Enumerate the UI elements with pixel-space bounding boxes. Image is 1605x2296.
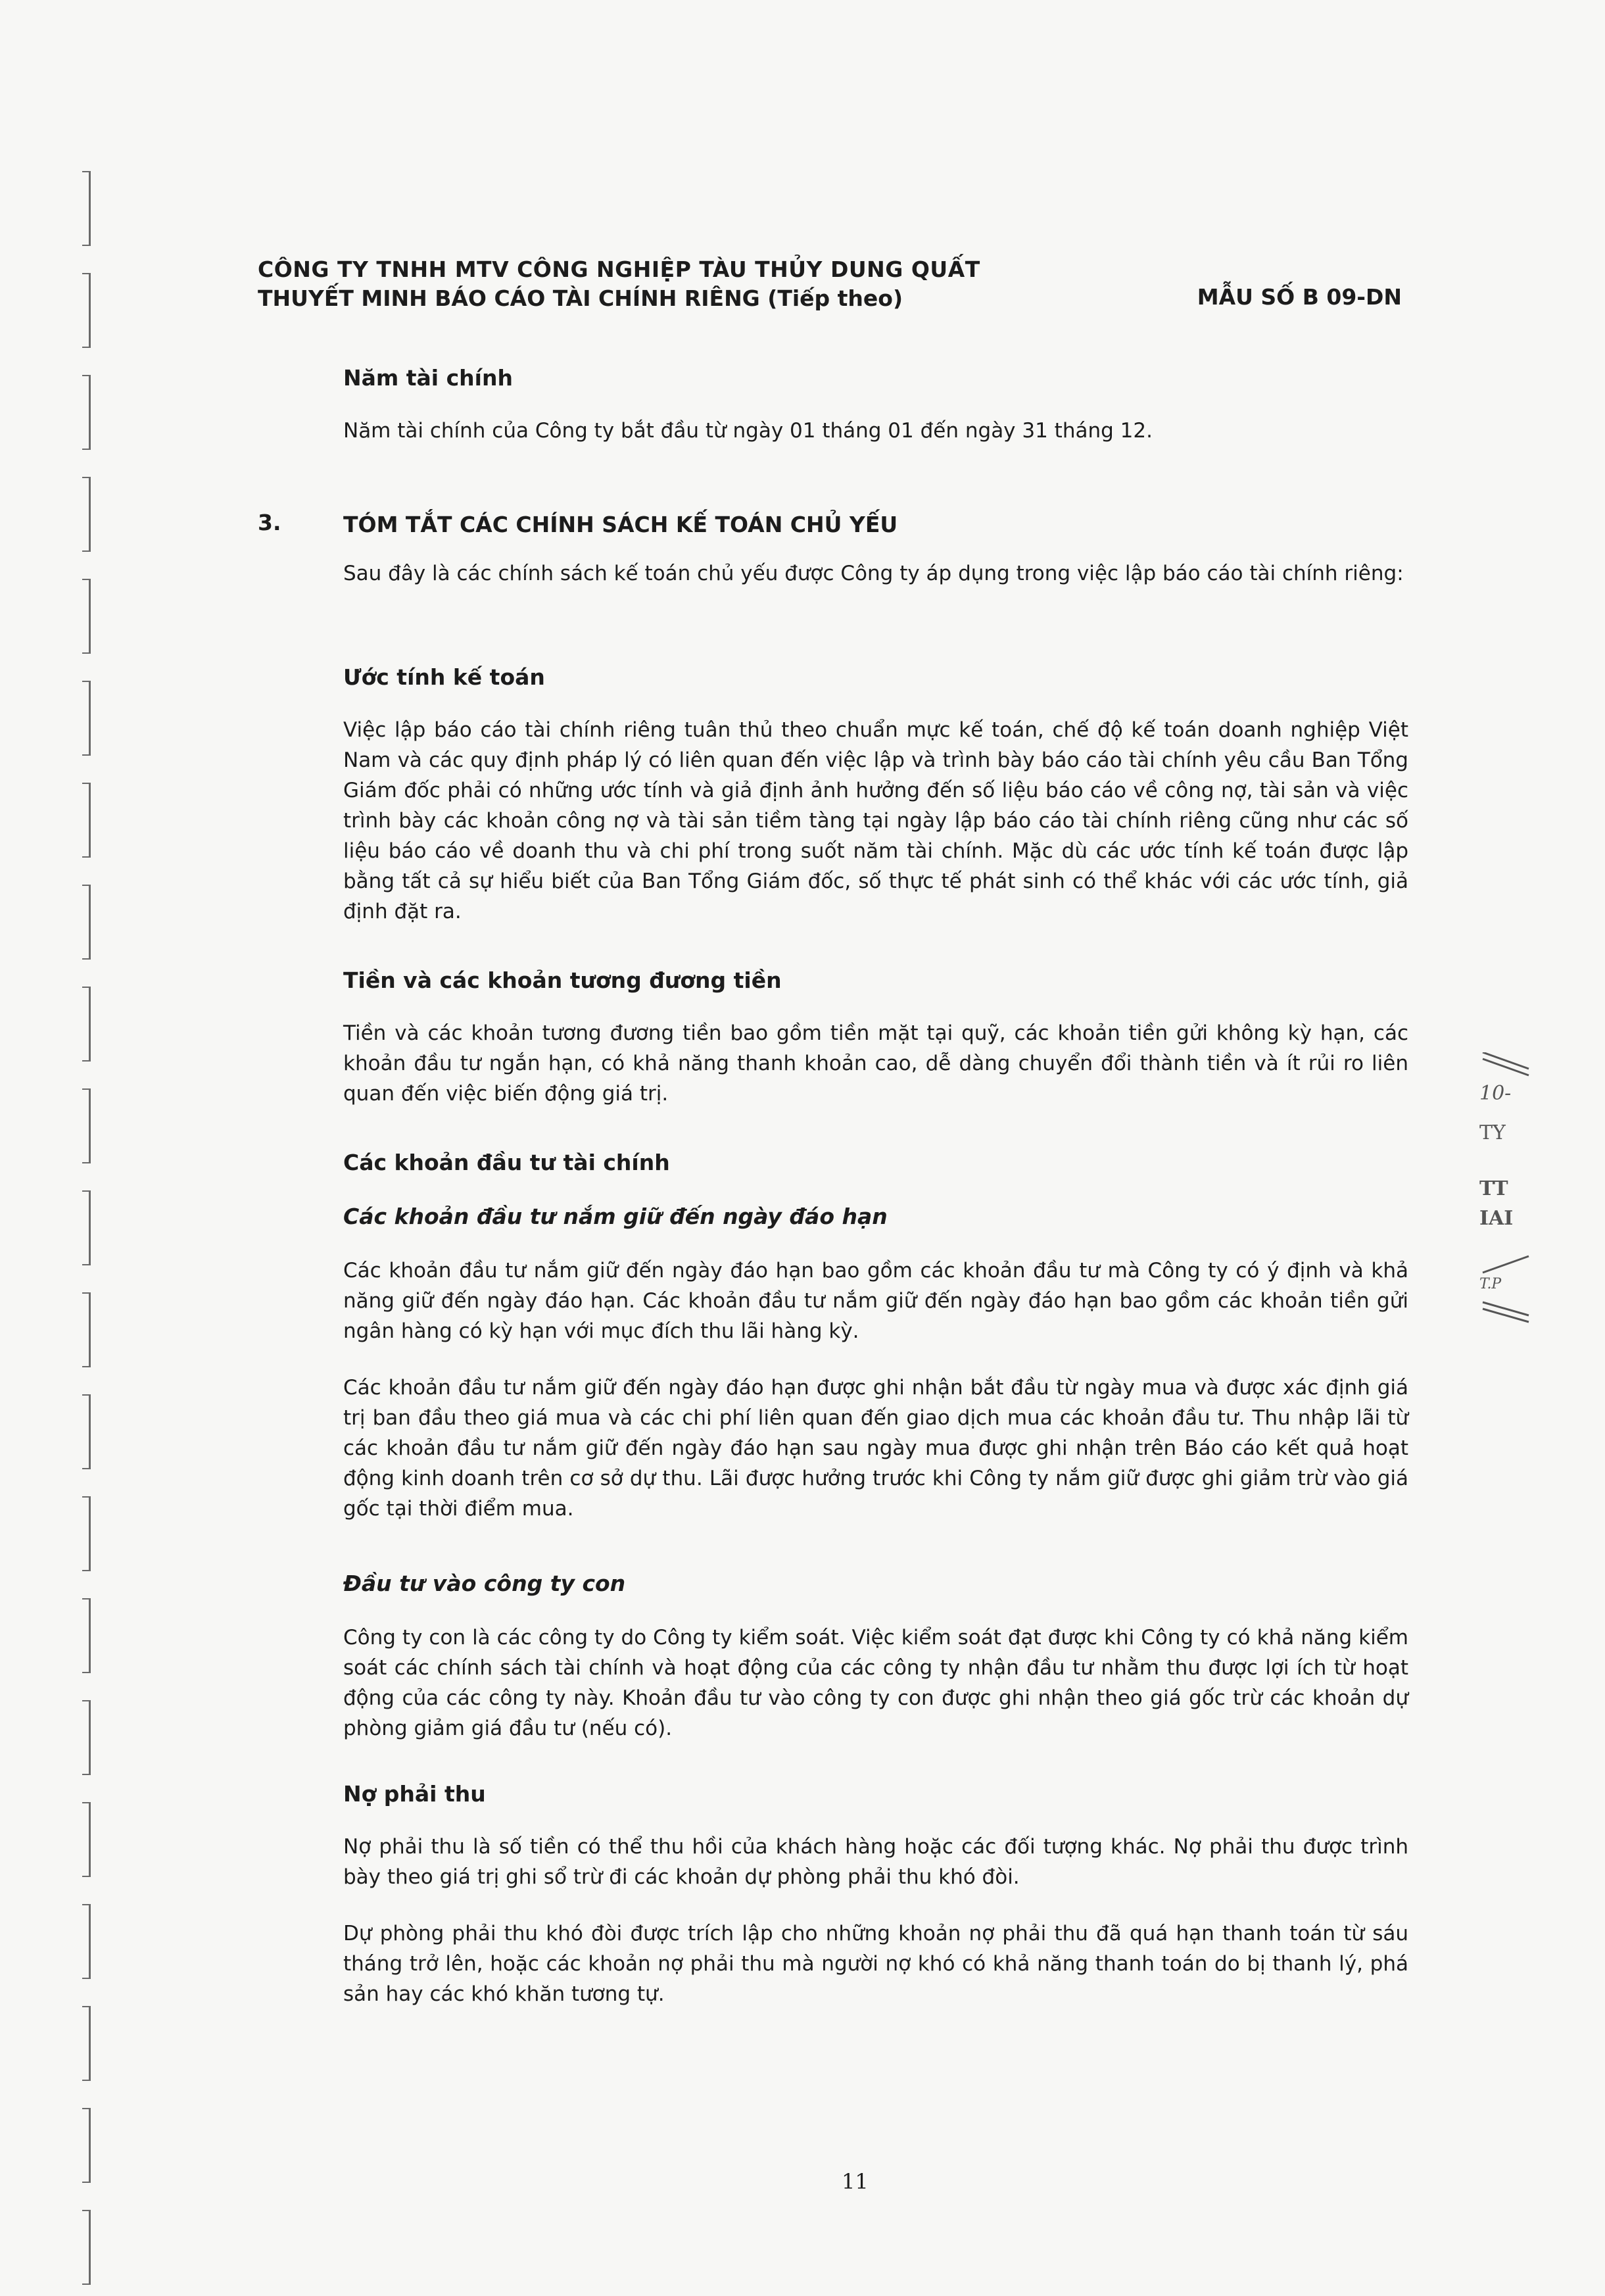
fiscal-year-text: Năm tài chính của Công ty bắt đầu từ ngày 01 tháng 01 đến ngày 31 tháng 12. (343, 419, 1153, 443)
document-subtitle: THUYẾT MINH BÁO CÁO TÀI CHÍNH RIÊNG (Tiếp theo) (258, 285, 903, 311)
htm-heading: Các khoản đầu tư nắm giữ đến ngày đáo hạn (343, 1204, 888, 1229)
investments-heading: Các khoản đầu tư tài chính (343, 1150, 670, 1175)
htm-paragraph-1: Các khoản đầu tư nắm giữ đến ngày đáo hạn bao gồm các khoản đầu tư mà Công ty có ý định và khả năng giữ đến ngày đáo hạn. Các khoản đầu tư nắm giữ đến ngày đáo hạn bao gồm các khoản tiền gửi ngân hàng có kỳ hạn với mục đích thu lãi hàng kỳ. (343, 1259, 1408, 1343)
stamp-text-4: IAI (1479, 1207, 1514, 1230)
cash-section (343, 965, 1408, 1109)
binding-mark (82, 171, 91, 246)
stamp-text-3: TT (1479, 1177, 1508, 1200)
subsidiary-heading: Đầu tư vào công ty con (343, 1571, 626, 1596)
binding-mark (82, 1802, 91, 1877)
htm-paragraph-2: Các khoản đầu tư nắm giữ đến ngày đáo hạn được ghi nhận bắt đầu từ ngày mua và được xác định giá trị ban đầu theo giá mua và các chi phí liên quan đến giao dịch mua các khoản đầu tư. Thu nhập lãi từ các khoản đầu tư nắm giữ đến ngày đáo hạn sau ngày mua được ghi nhận trên Báo cáo kết quả hoạt động kinh doanh trên cơ sở dự thu. Lãi được hưởng trước khi Công ty nắm giữ được ghi giảm trừ vào giá gốc tại thời điểm mua. (343, 1376, 1408, 1521)
estimates-text: Việc lập báo cáo tài chính riêng tuân thủ theo chuẩn mực kế toán, chế độ kế toán doanh nghiệp Việt Nam và các quy định pháp lý có liên quan đến việc lập và trình bày báo cáo tài chính yêu cầu Ban Tổng Giám đốc phải có những ước tính và giả định ảnh hưởng đến số liệu báo cáo về công nợ, tài sản và việc trình bày các khoản công nợ và tài sản tiềm tàng tại ngày lập báo cáo tài chính riêng cũng như các số liệu báo cáo về doanh thu và chi phí trong suốt năm tài chính. Mặc dù các ước tính kế toán được lập bằng tất cả sự hiểu biết của Ban Tổng Giám đốc, số thực tế phát sinh có thể khác với các ước tính, giả định đặt ra. (343, 718, 1408, 923)
stamp-text-5: T.P (1479, 1276, 1502, 1292)
page-number: 11 (842, 2169, 869, 2194)
binding-mark (82, 681, 91, 756)
binding-mark (82, 477, 91, 552)
cash-text: Tiền và các khoản tương đương tiền bao gồm tiền mặt tại quỹ, các khoản tiền gửi không kỳ hạn, các khoản đầu tư ngắn hạn, có khả năng thanh khoản cao, dễ dàng chuyển đổi thành tiền và ít rủi ro liên quan đến việc biến động giá trị. (343, 1021, 1408, 1106)
binding-mark (82, 1700, 91, 1775)
binding-mark (82, 1292, 91, 1367)
binding-mark (82, 987, 91, 1062)
stamp-text-1: 10- (1479, 1082, 1512, 1105)
subsidiary-text: Công ty con là các công ty do Công ty kiểm soát. Việc kiểm soát đạt được khi Công ty có khả năng kiểm soát các chính sách tài chính và hoạt động của các công ty nhận đầu tư nhằm thu được lợi ích từ hoạt động của các công ty này. Khoản đầu tư vào công ty con được ghi nhận theo giá gốc trừ các khoản dự phòng giảm giá đầu tư (nếu có). (343, 1626, 1408, 1740)
binding-mark (82, 2108, 91, 2183)
partial-stamp (1479, 1052, 1532, 1329)
binding-mark (82, 1190, 91, 1265)
binding-mark (82, 1394, 91, 1469)
cash-heading: Tiền và các khoản tương đương tiền (343, 967, 782, 993)
section-number: 3. (258, 510, 281, 535)
estimates-section (343, 662, 1408, 927)
binding-mark (82, 1088, 91, 1163)
subsidiary-section (343, 1569, 1408, 1744)
binding-mark (82, 885, 91, 960)
fiscal-year-heading: Năm tài chính (343, 365, 513, 391)
receivables-paragraph-2: Dự phòng phải thu khó đòi được trích lập cho những khoản nợ phải thu đã quá hạn thanh toán từ sáu tháng trở lên, hoặc các khoản nợ phải thu mà người nợ khó có khả năng thanh toán do bị thanh lý, phá sản hay các khó khăn tương tự. (343, 1922, 1408, 2006)
stamp-text-2: TY (1479, 1121, 1506, 1144)
binding-mark (82, 1598, 91, 1673)
binding-mark (82, 783, 91, 858)
receivables-heading: Nợ phải thu (343, 1781, 486, 1807)
binding-mark (82, 273, 91, 348)
receivables-paragraph-1: Nợ phải thu là số tiền có thể thu hồi của khách hàng hoặc các đối tượng khác. Nợ phải thu được trình bày theo giá trị ghi sổ trừ đi các khoản dự phòng phải thu khó đòi. (343, 1835, 1408, 1889)
fiscal-year-section (343, 363, 1408, 446)
section-intro: Sau đây là các chính sách kế toán chủ yếu được Công ty áp dụng trong việc lập báo cáo tài chính riêng: (343, 562, 1404, 585)
receivables-section (343, 1779, 1408, 2009)
estimates-heading: Ước tính kế toán (343, 664, 545, 690)
company-name: CÔNG TY TNHH MTV CÔNG NGHIỆP TÀU THỦY DUNG QUẤT (258, 256, 980, 282)
binding-mark (82, 1904, 91, 1979)
section-title: TÓM TẮT CÁC CHÍNH SÁCH KẾ TOÁN CHỦ YẾU (343, 512, 898, 537)
binding-mark (82, 2210, 91, 2285)
section3 (343, 510, 1408, 589)
binding-mark (82, 375, 91, 450)
binding-mark (82, 579, 91, 654)
binding-mark (82, 1496, 91, 1571)
binding-marks (69, 171, 95, 2276)
binding-mark (82, 2006, 91, 2081)
investments-section (343, 1148, 1408, 1524)
page-header (258, 255, 1402, 313)
form-number: MẪU SỐ B 09-DN (1197, 284, 1402, 310)
